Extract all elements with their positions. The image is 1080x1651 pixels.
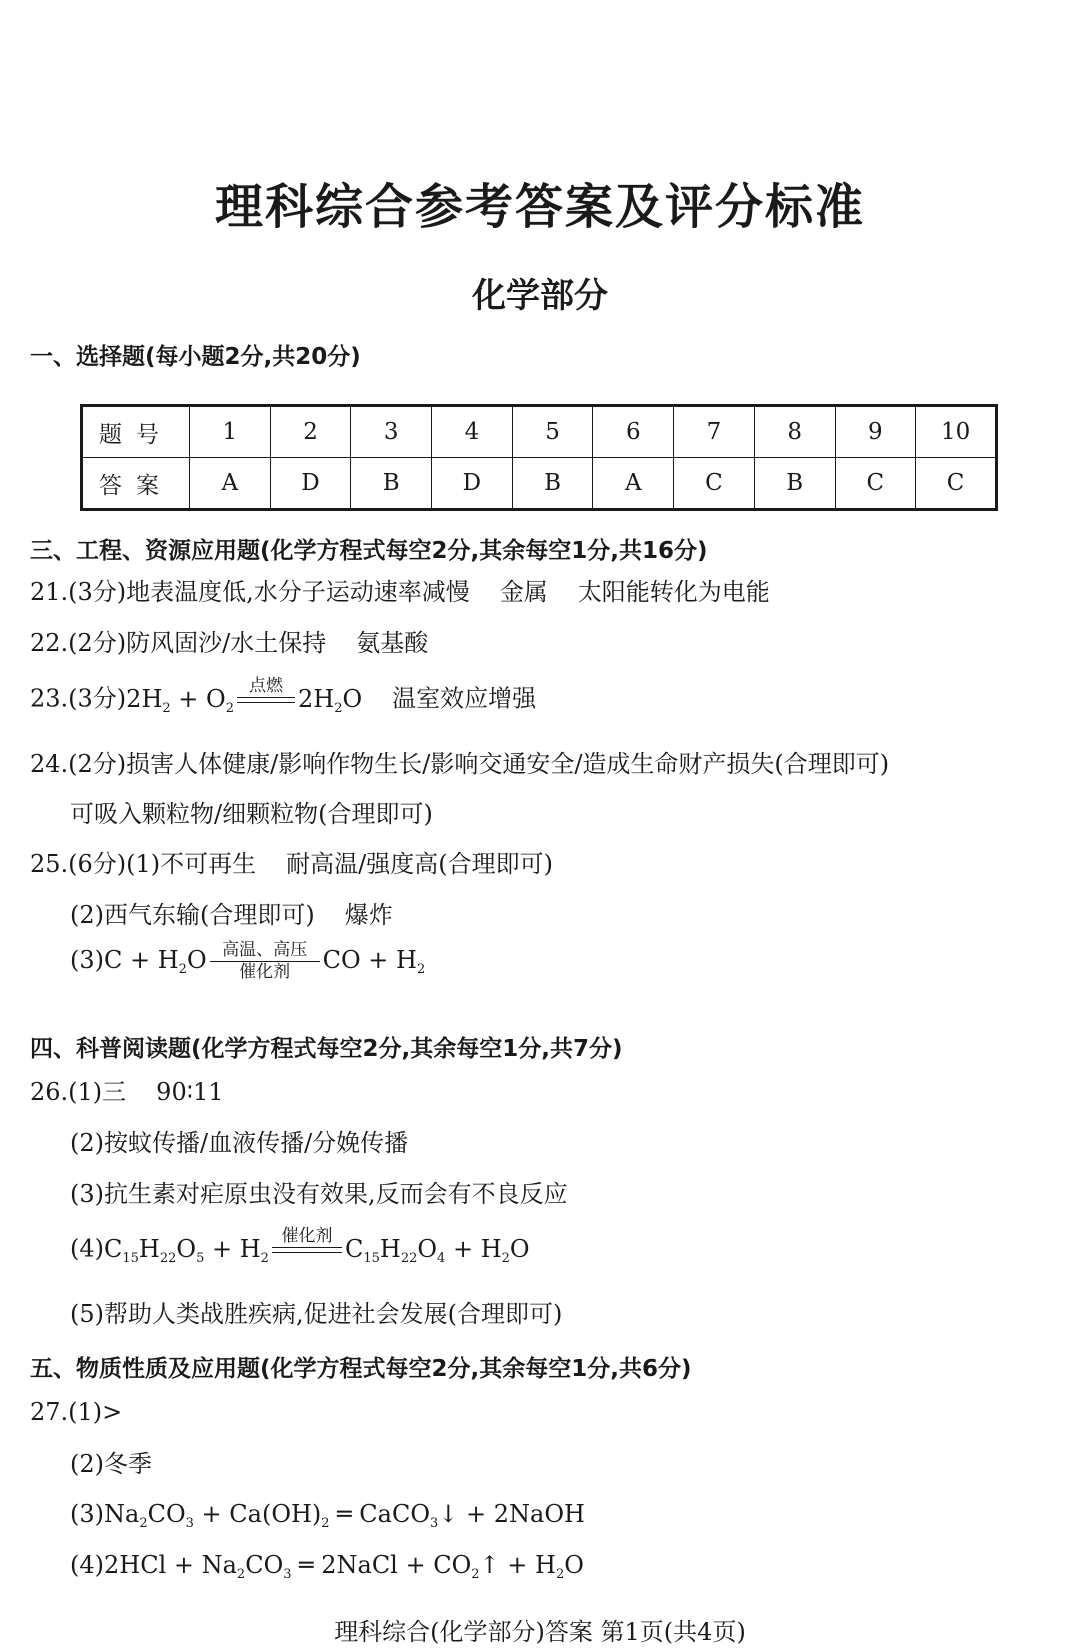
answer-text: 地表温度低,水分子运动速率减慢 bbox=[126, 578, 470, 606]
answer-text: 按蚊传播/血液传播/分娩传播 bbox=[104, 1129, 409, 1157]
section-heading-engineering: 三、工程、资源应用题(化学方程式每空2分,其余每空1分,共16分) bbox=[30, 538, 708, 564]
question-label: 24.(2分) bbox=[30, 750, 127, 778]
question-number: 3 bbox=[351, 406, 432, 458]
answer-text: 90∶11 bbox=[156, 1078, 224, 1106]
table-row-answers bbox=[82, 458, 997, 510]
answer-table bbox=[80, 404, 998, 511]
part-label: (1) bbox=[126, 850, 161, 878]
answer-text: 温室效应增强 bbox=[392, 684, 537, 713]
part-label: (4) bbox=[70, 1551, 104, 1579]
reaction-condition: 催化剂 bbox=[272, 1228, 342, 1272]
equation: $C_{15}H_{22}O_5 + H_2$ 催化剂 $C_{15}H_{22}O_4 + H_2O$ bbox=[104, 1235, 530, 1263]
page-subtitle: 化学部分 bbox=[472, 276, 608, 316]
answer-text: 冬季 bbox=[104, 1450, 152, 1478]
answer-cell: C bbox=[835, 458, 916, 510]
answer-text: 损害人体健康/影响作物生长/影响交通安全/造成生命财产损失(合理即可) bbox=[126, 750, 890, 778]
question-number: 5 bbox=[512, 406, 593, 458]
part-label: (1) bbox=[68, 1078, 103, 1106]
page-footer: 理科综合(化学部分)答案 第1页(共4页) bbox=[334, 1618, 746, 1646]
answer-cell: C bbox=[916, 458, 997, 510]
question-label: 22.(2分) bbox=[30, 629, 127, 657]
question-number: 7 bbox=[674, 406, 755, 458]
question-label: 26. bbox=[30, 1078, 69, 1106]
answer-text: > bbox=[102, 1398, 123, 1426]
equation: $Na_2CO_3 + Ca(OH)_2$ ═ CaCO$_3$↓ + 2NaOH bbox=[104, 1500, 585, 1531]
equation: $2H_2 + O_2$ 点燃 $2H_2O$ bbox=[126, 685, 362, 713]
answer-line-q24 bbox=[30, 752, 889, 776]
part-label: (2) bbox=[70, 1450, 104, 1478]
reaction-condition: 高温、高压 催化剂 bbox=[210, 942, 320, 981]
question-label: 27. bbox=[30, 1398, 69, 1426]
answer-line-q27-4 bbox=[70, 1551, 584, 1582]
part-label: (5) bbox=[70, 1300, 104, 1328]
answer-cell: C bbox=[674, 458, 755, 510]
section-heading-reading: 四、科普阅读题(化学方程式每空2分,其余每空1分,共7分) bbox=[30, 1036, 623, 1062]
answer-line-q27-3 bbox=[70, 1500, 585, 1531]
table-row-numbers bbox=[82, 406, 997, 458]
answer-line-q27-1 bbox=[30, 1400, 122, 1424]
question-number: 4 bbox=[432, 406, 513, 458]
question-label: 25.(6分) bbox=[30, 850, 127, 878]
answer-text: 氨基酸 bbox=[356, 629, 429, 657]
part-label: (2) bbox=[70, 901, 104, 929]
reaction-condition: 点燃 bbox=[237, 678, 295, 722]
answer-text: 不可再生 bbox=[160, 850, 257, 878]
answer-line-q26-3 bbox=[70, 1182, 568, 1206]
question-number: 6 bbox=[593, 406, 674, 458]
answer-line-q22 bbox=[30, 631, 428, 655]
answer-cell: B bbox=[754, 458, 835, 510]
row-label-answer: 答案 bbox=[82, 458, 190, 510]
answer-line-q26-4 bbox=[70, 1228, 530, 1272]
question-number: 9 bbox=[835, 406, 916, 458]
question-number: 8 bbox=[754, 406, 835, 458]
answer-text: 防风固沙/水土保持 bbox=[126, 629, 327, 657]
answer-text: 可吸入颗粒物/细颗粒物(合理即可) bbox=[70, 800, 433, 828]
answer-cell: B bbox=[351, 458, 432, 510]
question-number: 10 bbox=[916, 406, 997, 458]
part-label: (3) bbox=[70, 1500, 104, 1528]
question-number: 2 bbox=[270, 406, 351, 458]
part-label: (3) bbox=[70, 946, 104, 974]
section-heading-properties: 五、物质性质及应用题(化学方程式每空2分,其余每空1分,共6分) bbox=[30, 1356, 692, 1382]
equation: $2HCl + Na_2CO_3$ ═ 2NaCl + $CO_2↑ + H_2O$ bbox=[104, 1551, 584, 1582]
answer-line-q24-cont bbox=[70, 802, 433, 826]
answer-line-q26-5 bbox=[70, 1302, 562, 1326]
answer-line-q25-2 bbox=[70, 903, 393, 927]
answer-line-q25-3 bbox=[70, 942, 425, 981]
part-label: (2) bbox=[70, 1129, 104, 1157]
answer-line-q25-1 bbox=[30, 852, 553, 876]
answer-text: 抗生素对疟原虫没有效果,反而会有不良反应 bbox=[104, 1180, 568, 1208]
answer-cell: B bbox=[512, 458, 593, 510]
equation: $C + H_2O$ 高温、高压 催化剂 CO + $H_2$ bbox=[104, 940, 426, 982]
part-label: (3) bbox=[70, 1180, 104, 1208]
answer-cell: A bbox=[593, 458, 674, 510]
answer-text: 耐高温/强度高(合理即可) bbox=[286, 850, 553, 878]
answer-text: 西气东输(合理即可) bbox=[104, 901, 315, 929]
section-heading-multiple-choice: 一、选择题(每小题2分,共20分) bbox=[30, 344, 361, 370]
row-label-number: 题号 bbox=[82, 406, 190, 458]
answer-text: 三 bbox=[102, 1078, 127, 1106]
answer-text: 爆炸 bbox=[344, 901, 393, 929]
question-label: 23.(3分) bbox=[30, 684, 127, 713]
part-label: (4) bbox=[70, 1234, 104, 1263]
answer-cell: D bbox=[270, 458, 351, 510]
page-title: 理科综合参考答案及评分标准 bbox=[214, 179, 865, 235]
question-number: 1 bbox=[190, 406, 271, 458]
question-label: 21.(3分) bbox=[30, 578, 127, 606]
answer-cell: D bbox=[432, 458, 513, 510]
answer-line-q26-2 bbox=[70, 1131, 408, 1155]
answer-line-q27-2 bbox=[70, 1452, 152, 1476]
answer-text: 金属 bbox=[499, 578, 548, 606]
answer-cell: A bbox=[190, 458, 271, 510]
answer-text: 太阳能转化为电能 bbox=[577, 578, 770, 606]
answer-line-q21 bbox=[30, 580, 770, 604]
answer-line-q26-1 bbox=[30, 1080, 224, 1104]
answer-text: 帮助人类战胜疾病,促进社会发展(合理即可) bbox=[104, 1300, 563, 1328]
part-label: (1) bbox=[68, 1398, 103, 1426]
answer-line-q23 bbox=[30, 678, 536, 722]
